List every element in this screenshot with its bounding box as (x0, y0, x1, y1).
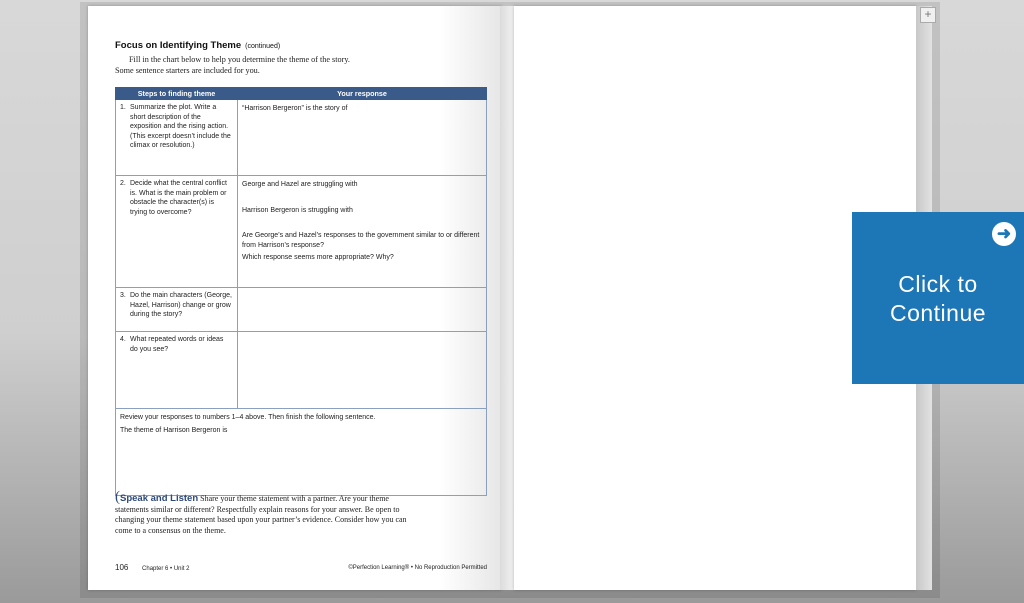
step-number: 4. (120, 336, 126, 343)
table-row (116, 100, 487, 176)
response-prompt: “Harrison Bergeron” is the story of (242, 105, 348, 112)
step-cell (116, 288, 238, 332)
response-cell[interactable] (238, 176, 487, 288)
click-to-continue-button[interactable] (852, 212, 1024, 384)
step-cell (116, 176, 238, 288)
page-footer (115, 563, 487, 572)
intro-line-2: Some sentence starters are included for you. (115, 65, 260, 75)
step-cell (116, 100, 238, 176)
response-prompt: Harrison Bergeron is struggling with (242, 206, 353, 214)
response-cell[interactable] (238, 100, 487, 176)
review-instruction: Review your responses to numbers 1–4 above. Then finish the following sentence. (120, 414, 376, 421)
chart-header-row (116, 88, 487, 100)
step-number: 1. (120, 104, 126, 111)
step-text: Do the main characters (George, Hazel, Harrison) change or grow during the story? (130, 292, 232, 319)
theme-sentence-prompt: The theme of Harrison Bergeron is (120, 426, 228, 434)
review-row (116, 409, 487, 496)
page-title-suffix: (continued) (245, 43, 281, 50)
page-title (115, 40, 280, 51)
table-row (116, 176, 487, 288)
response-cell[interactable] (238, 332, 487, 409)
response-prompt: Are George’s and Hazel’s responses to the government similar to or different from Harrison’s response? (242, 232, 480, 249)
page-number: 106 (115, 563, 129, 572)
step-number: 2. (120, 180, 126, 187)
speak-heading: Speak and Listen (120, 493, 199, 504)
speak-bracket-icon: ( (115, 489, 120, 505)
review-cell[interactable] (116, 409, 487, 496)
response-prompt: Which response seems more appropriate? Why? (242, 254, 394, 262)
continue-label: Click to Continue (889, 271, 987, 326)
response-prompt: George and Hazel are struggling with (242, 181, 358, 188)
copyright-text: ©Perfection Learning® • No Reproduction Permitted (348, 565, 487, 571)
speak-and-listen (115, 489, 415, 536)
intro-line-1: Fill in the chart below to help you determine the theme of the story. (129, 55, 350, 64)
step-text: Summarize the plot. Write a short description of the exposition and the rising action. (This excerpt doesn’t include the climax or resolution.) (130, 104, 231, 150)
page-title-text: Focus on Identifying Theme (115, 40, 242, 51)
col-header-response: Your response (238, 88, 487, 100)
arrow-right-circle-icon: ➜ (992, 222, 1016, 246)
step-number: 3. (120, 292, 126, 299)
zoom-plus-icon[interactable]: + (920, 7, 936, 23)
speak-text: Share your theme statement with a partner. Are your theme statements similar or different? Respectfully explain reasons for your answer. Be open to changing your theme statement based upon your partner’s evidence. Consider how you can come to a consensus on the theme. (115, 494, 407, 535)
step-text: What repeated words or ideas do you see? (130, 336, 224, 353)
chapter-label: Chapter 6 • Unit 2 (142, 566, 190, 572)
response-cell[interactable] (238, 288, 487, 332)
intro-text (115, 55, 415, 76)
step-text: Decide what the central conflict is. What is the main problem or obstacle the character(s) is trying to overcome? (130, 180, 227, 216)
table-row (116, 332, 487, 409)
col-header-steps: Steps to finding theme (116, 88, 238, 100)
theme-chart (115, 87, 487, 496)
step-cell (116, 332, 238, 409)
table-row (116, 288, 487, 332)
